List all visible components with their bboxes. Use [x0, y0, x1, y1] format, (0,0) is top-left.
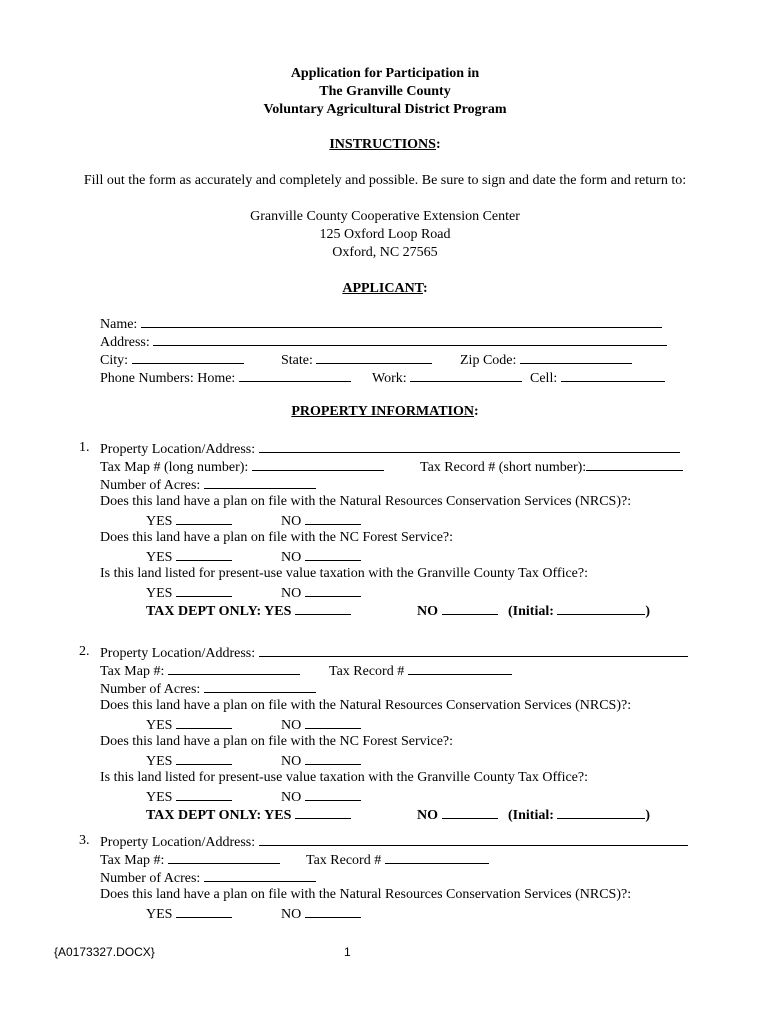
- title-line-1: Application for Participation in: [290, 66, 480, 81]
- tax-map-field[interactable]: Tax Map #:: [100, 661, 300, 681]
- acres-field[interactable]: Number of Acres:: [100, 868, 316, 888]
- return-address-line-2: 125 Oxford Loop Road: [319, 227, 451, 242]
- tax-yes-field[interactable]: YES: [146, 583, 232, 603]
- home-phone-field[interactable]: Phone Numbers: Home:: [100, 368, 351, 388]
- nrcs-no-field[interactable]: NO: [281, 715, 361, 735]
- acres-field[interactable]: Number of Acres:: [100, 679, 316, 699]
- city-field[interactable]: City:: [100, 350, 244, 370]
- forest-yes-field[interactable]: YES: [146, 751, 232, 771]
- document-id: {A0173327.DOCX}: [54, 945, 155, 959]
- tax-no-field[interactable]: NO: [281, 583, 361, 603]
- nrcs-yes-field[interactable]: YES: [146, 904, 232, 924]
- tax-dept-initial-field[interactable]: (Initial: ): [508, 805, 650, 825]
- tax-dept-no-field[interactable]: NO: [417, 601, 498, 621]
- zip-code-field[interactable]: Zip Code:: [460, 350, 632, 370]
- work-phone-field[interactable]: Work:: [372, 368, 522, 388]
- nrcs-question: Does this land have a plan on file with the Natural Resources Conservation Services (NRCS)?:: [100, 887, 632, 902]
- property-location-field[interactable]: Property Location/Address:: [100, 832, 688, 852]
- property-number: 3.: [79, 833, 90, 848]
- tax-record-field[interactable]: Tax Record #: [329, 661, 512, 681]
- page-number: 1: [344, 945, 351, 959]
- tax-map-field[interactable]: Tax Map # (long number):: [100, 457, 384, 477]
- nrcs-no-field[interactable]: NO: [281, 904, 361, 924]
- property-location-field[interactable]: Property Location/Address:: [100, 439, 680, 459]
- name-field[interactable]: Name:: [100, 314, 662, 334]
- tax-dept-no-field[interactable]: NO: [417, 805, 498, 825]
- tax-record-field[interactable]: Tax Record #: [306, 850, 489, 870]
- nrcs-yes-field[interactable]: YES: [146, 511, 232, 531]
- tax-dept-yes-field[interactable]: TAX DEPT ONLY: YES: [146, 805, 351, 825]
- tax-dept-initial-field[interactable]: (Initial: ): [508, 601, 650, 621]
- return-address-line-3: Oxford, NC 27565: [332, 245, 438, 260]
- applicant-heading: APPLICANT:: [342, 281, 428, 296]
- instructions-heading: INSTRUCTIONS:: [329, 137, 441, 152]
- tax-no-field[interactable]: NO: [281, 787, 361, 807]
- return-address-line-1: Granville County Cooperative Extension Center: [250, 209, 520, 224]
- state-field[interactable]: State:: [281, 350, 432, 370]
- title-line-3: Voluntary Agricultural District Program: [263, 102, 507, 117]
- forest-question: Does this land have a plan on file with the NC Forest Service?:: [100, 530, 454, 545]
- tax-record-field[interactable]: Tax Record # (short number):: [420, 457, 683, 477]
- nrcs-no-field[interactable]: NO: [281, 511, 361, 531]
- acres-field[interactable]: Number of Acres:: [100, 475, 316, 495]
- nrcs-yes-field[interactable]: YES: [146, 715, 232, 735]
- nrcs-question: Does this land have a plan on file with the Natural Resources Conservation Services (NRCS)?:: [100, 494, 632, 509]
- tax-map-field[interactable]: Tax Map #:: [100, 850, 280, 870]
- tax-dept-yes-field[interactable]: TAX DEPT ONLY: YES: [146, 601, 351, 621]
- tax-yes-field[interactable]: YES: [146, 787, 232, 807]
- property-number: 2.: [79, 644, 90, 659]
- tax-question: Is this land listed for present-use value taxation with the Granville County Tax Office?:: [100, 770, 588, 785]
- forest-question: Does this land have a plan on file with the NC Forest Service?:: [100, 734, 454, 749]
- title-line-2: The Granville County: [319, 84, 451, 99]
- forest-no-field[interactable]: NO: [281, 547, 361, 567]
- address-field[interactable]: Address:: [100, 332, 667, 352]
- forest-no-field[interactable]: NO: [281, 751, 361, 771]
- tax-question: Is this land listed for present-use value taxation with the Granville County Tax Office?:: [100, 566, 588, 581]
- instructions-text: Fill out the form as accurately and completely and possible. Be sure to sign and date the form and return to:: [83, 173, 687, 188]
- property-location-field[interactable]: Property Location/Address:: [100, 643, 688, 663]
- nrcs-question: Does this land have a plan on file with the Natural Resources Conservation Services (NRCS)?:: [100, 698, 632, 713]
- property-info-heading: PROPERTY INFORMATION:: [291, 404, 479, 419]
- property-number: 1.: [79, 440, 90, 455]
- cell-phone-field[interactable]: Cell:: [530, 368, 665, 388]
- forest-yes-field[interactable]: YES: [146, 547, 232, 567]
